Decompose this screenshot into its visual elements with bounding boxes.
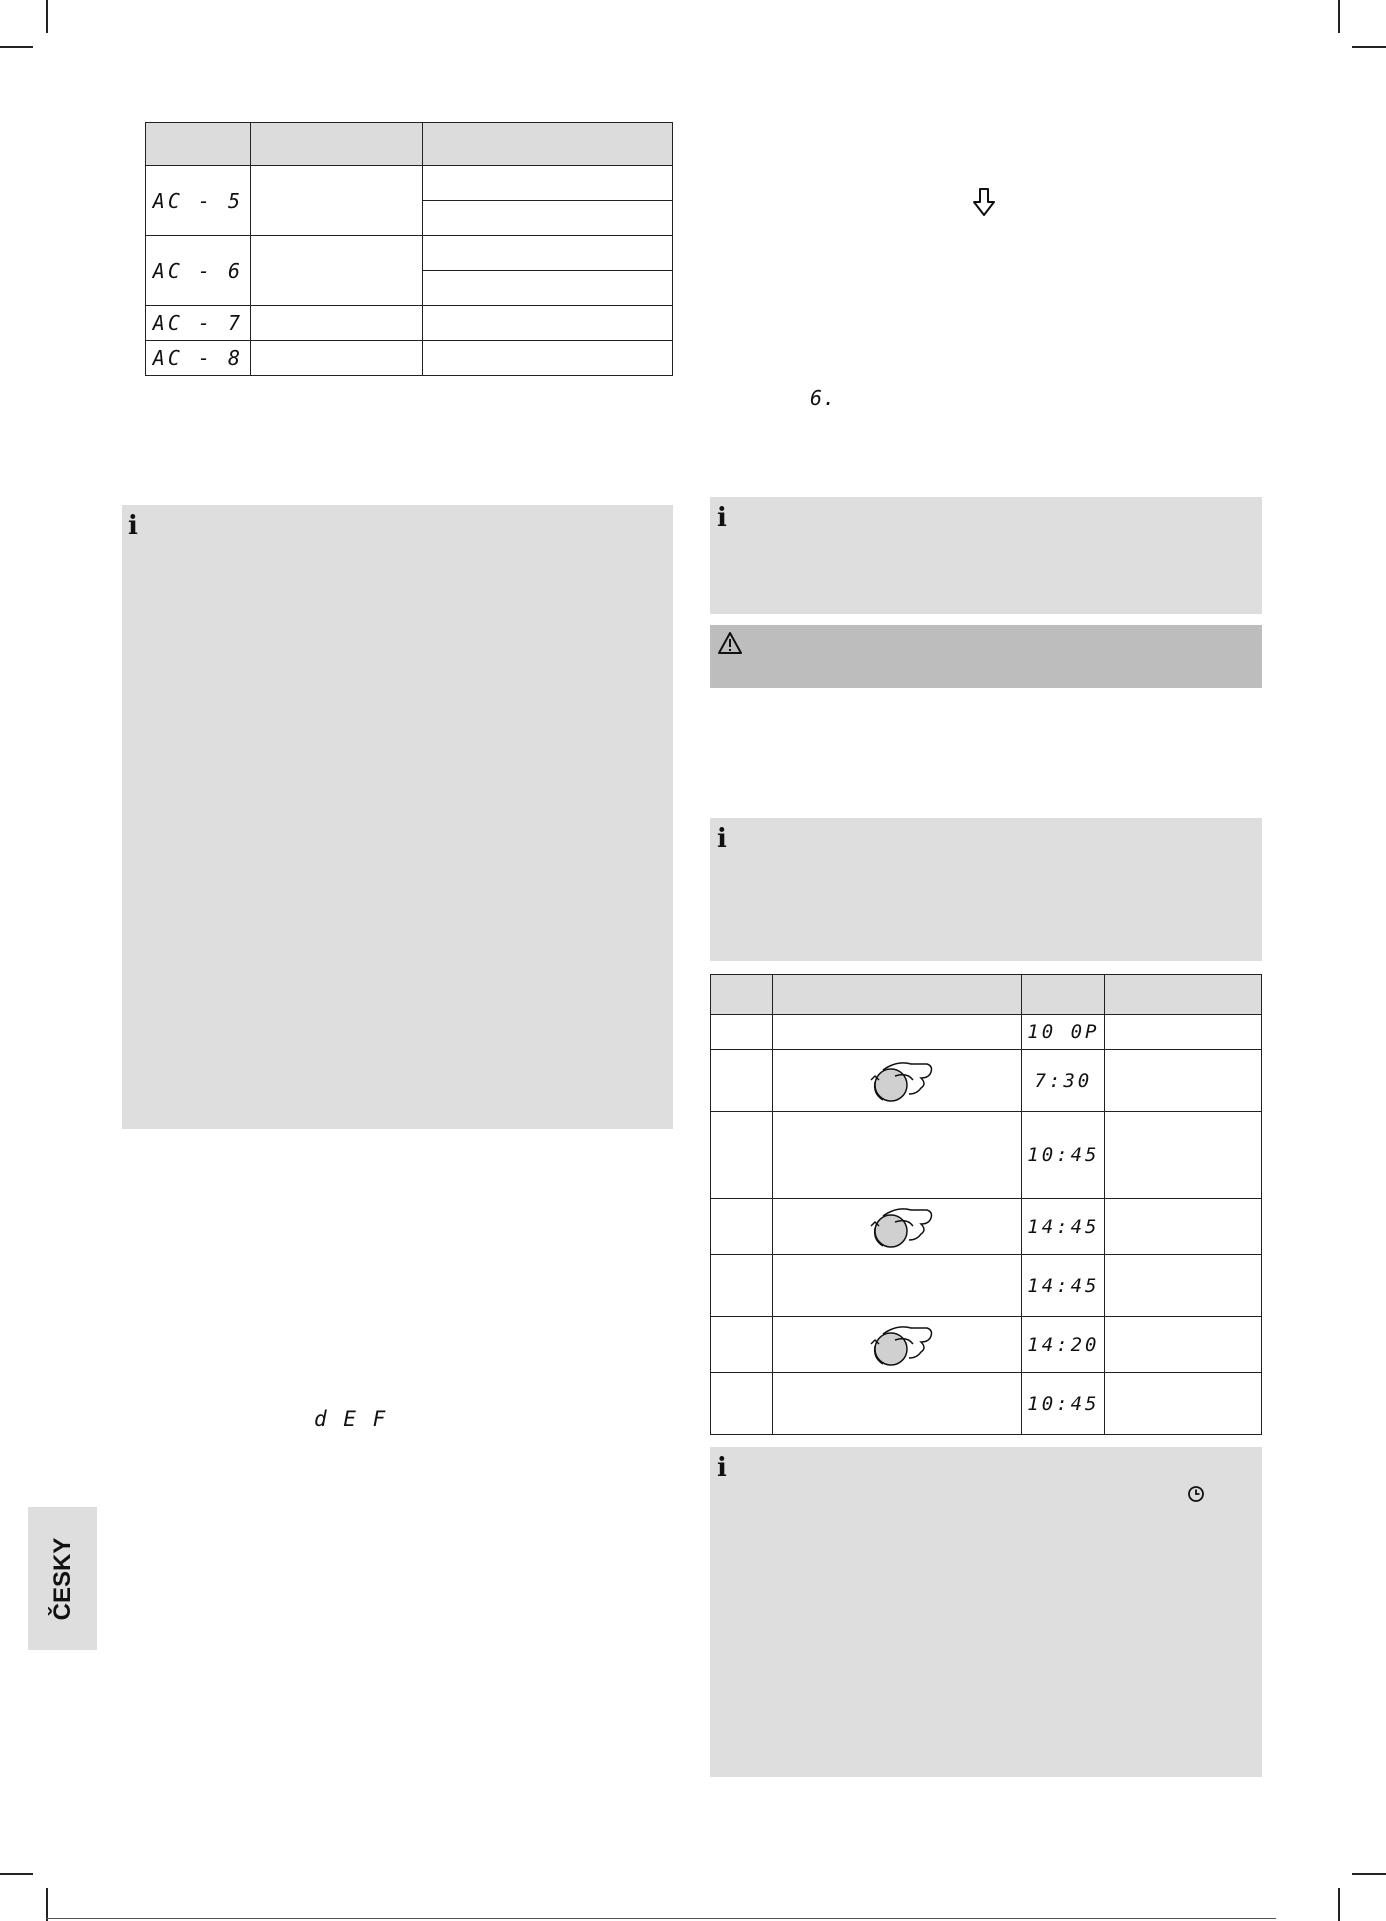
crop-mark: [46, 1888, 48, 1921]
info-icon: i: [128, 511, 138, 541]
timer-table: [710, 974, 1262, 1435]
info-box: [710, 818, 1262, 961]
error-code-cell: AC - 6: [146, 236, 251, 306]
time-display: 10:45: [1022, 1373, 1105, 1435]
table-row: [711, 1050, 1262, 1112]
info-icon: i: [717, 1453, 727, 1483]
table-row: [711, 1255, 1262, 1317]
language-label: ČESKY: [48, 1537, 76, 1620]
table-row: [711, 1373, 1262, 1435]
table-row: [146, 341, 673, 376]
table-header-row: [146, 123, 673, 166]
time-display: 14:20: [1022, 1317, 1105, 1373]
info-box: [710, 1447, 1262, 1777]
crop-mark: [1338, 0, 1340, 33]
time-display: 14:45: [1022, 1199, 1105, 1255]
rotary-knob-hand-icon: [861, 1058, 933, 1104]
crop-mark: [1352, 1873, 1386, 1875]
time-display: 7:30: [1022, 1050, 1105, 1112]
table-header-row: [711, 975, 1262, 1015]
time-display: 10 0P: [1022, 1015, 1105, 1050]
error-code-cell: AC - 8: [146, 341, 251, 376]
language-side-tab: [28, 1507, 97, 1650]
crop-mark: [1338, 1888, 1340, 1921]
rotary-knob-hand-icon: [861, 1322, 933, 1368]
table-row: [711, 1199, 1262, 1255]
clock-icon: [1187, 1485, 1205, 1503]
down-arrow-icon: [972, 187, 996, 217]
error-code-table: [145, 122, 673, 376]
crop-mark: [0, 1873, 33, 1875]
time-display: 10:45: [1022, 1112, 1105, 1199]
bottom-rule: [46, 1918, 1276, 1919]
crop-mark: [0, 46, 33, 48]
def-display: d E F: [314, 1407, 388, 1431]
rotary-knob-hand-icon: [861, 1204, 933, 1250]
warning-box: [710, 625, 1262, 688]
digit-display: 6.: [810, 386, 837, 410]
table-row: [146, 306, 673, 341]
time-display: 14:45: [1022, 1255, 1105, 1317]
crop-mark: [1352, 46, 1386, 48]
info-icon: i: [717, 824, 727, 854]
info-box: [710, 497, 1262, 614]
table-row: [711, 1015, 1262, 1050]
info-box: [122, 505, 673, 1129]
info-icon: i: [717, 503, 727, 533]
table-row: [146, 236, 673, 271]
error-code-cell: AC - 5: [146, 166, 251, 236]
table-row: [711, 1112, 1262, 1199]
crop-mark: [46, 0, 48, 33]
warning-triangle-icon: [717, 631, 743, 655]
error-code-cell: AC - 7: [146, 306, 251, 341]
table-row: [711, 1317, 1262, 1373]
table-row: [146, 166, 673, 201]
